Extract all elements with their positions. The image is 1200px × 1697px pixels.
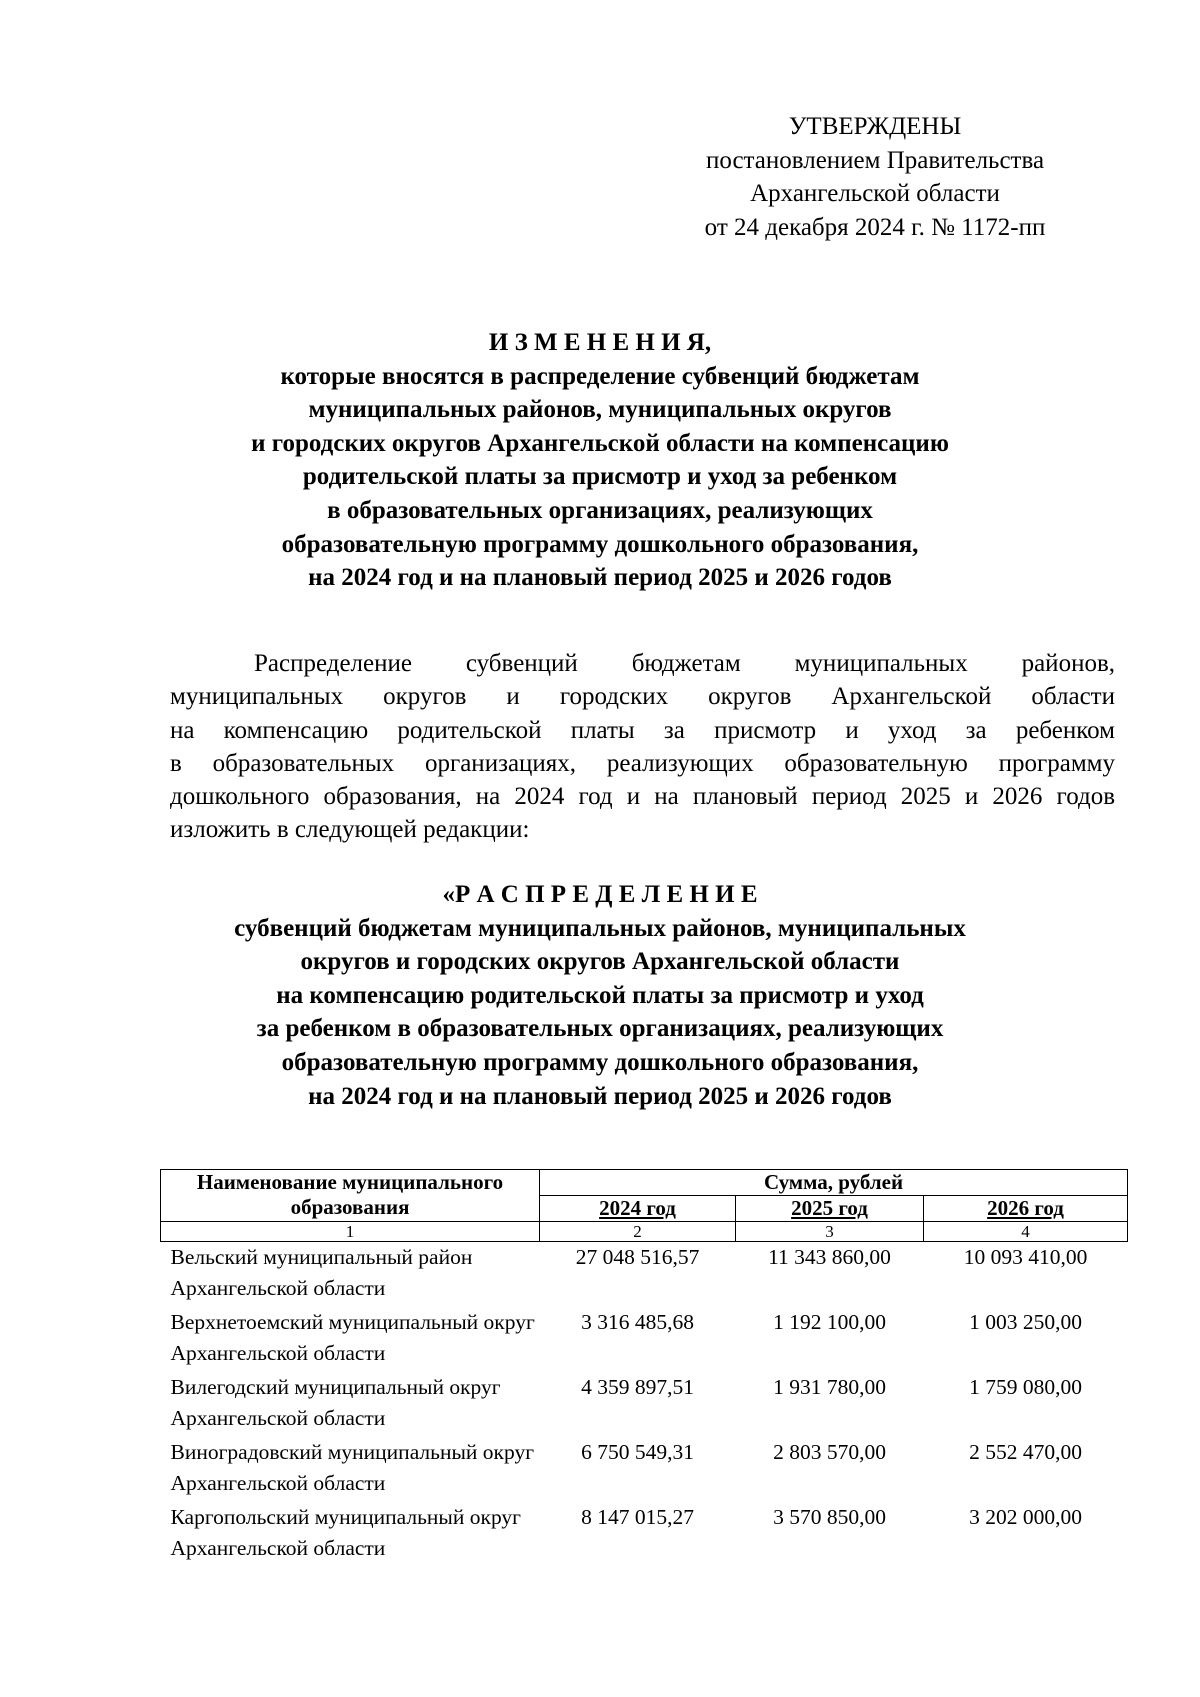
column-number: 2 (540, 1222, 736, 1242)
municipality-name: Каргопольский муниципальный округ Архангельской области (170, 1505, 521, 1560)
changes-subtitle-line: родительской платы за присмотр и уход за ребенком (302, 463, 898, 491)
amount-2026: 2 552 470,00 (969, 1440, 1082, 1464)
distribution-subtitle-line: округов и городских округов Архангельской области (300, 948, 900, 976)
header-year: 2026 год (924, 1196, 1128, 1222)
paragraph-line: Распределение субвенций бюджетам муниципальных районов, (254, 650, 1115, 677)
table-row (161, 1499, 1128, 1564)
header-year: 2024 год (540, 1196, 736, 1222)
distribution-subtitle-line: за ребенком в образовательных организациях, реализующих (256, 1015, 944, 1043)
amount-2025: 3 570 850,00 (773, 1505, 886, 1529)
column-number: 3 (736, 1222, 924, 1242)
distribution-subtitle-line: образовательную программу дошкольного образования, (281, 1048, 919, 1076)
header-sum: Сумма, рублей (540, 1170, 1128, 1196)
paragraph-line: в образовательных организациях, реализующих образовательную программу (170, 749, 1115, 777)
changes-heading: И З М Е Н Е Н И Я, (488, 329, 712, 356)
amount-2024: 3 316 485,68 (581, 1310, 694, 1334)
distribution-title-block (170, 878, 1030, 1113)
amount-2026: 10 093 410,00 (963, 1245, 1088, 1269)
table-row (161, 1369, 1128, 1434)
approval-block (640, 110, 1110, 244)
approval-line: Архангельской области (750, 180, 1000, 207)
table-row (161, 1304, 1128, 1369)
paragraph-line: изложить в следующей редакции: (170, 816, 530, 844)
municipality-name: Верхнетоемский муниципальный округ Архангельской области (170, 1310, 535, 1365)
distribution-table (160, 1169, 1128, 1564)
table-row (161, 1242, 1128, 1305)
changes-subtitle-line: которые вносятся в распределение субвенций бюджетам (280, 362, 920, 390)
amount-2025: 2 803 570,00 (773, 1440, 886, 1464)
amount-2024: 8 147 015,27 (581, 1505, 694, 1529)
body-paragraph (170, 647, 1115, 847)
paragraph-line: дошкольного образования, на 2024 год и на плановый период 2025 и 2026 годов (170, 783, 1115, 811)
changes-subtitle-line: муниципальных районов, муниципальных округов (308, 396, 892, 424)
municipality-name: Вилегодский муниципальный округ Архангельской области (170, 1375, 501, 1430)
amount-2024: 4 359 897,51 (581, 1375, 694, 1399)
approval-title: УТВЕРЖДЕНЫ (788, 113, 962, 140)
amount-2025: 1 192 100,00 (773, 1310, 886, 1334)
table-header-row (161, 1170, 1128, 1196)
distribution-heading: «Р А С П Р Е Д Е Л Е Н И Е (442, 881, 758, 908)
municipality-name: Виноградовский муниципальный округ Архангельской области (170, 1440, 535, 1495)
changes-subtitle-line: и городских округов Архангельской области на компенсацию (251, 429, 949, 457)
paragraph-line: на компенсацию родительской платы за присмотр и уход за ребенком (170, 716, 1115, 744)
changes-title-block (170, 326, 1030, 595)
amount-2025: 1 931 780,00 (773, 1375, 886, 1399)
header-name: Наименование муниципального образования (161, 1170, 540, 1222)
amount-2026: 1 003 250,00 (969, 1310, 1082, 1334)
amount-2024: 6 750 549,31 (581, 1440, 694, 1464)
amount-2025: 11 343 860,00 (768, 1245, 891, 1269)
table-row (161, 1434, 1128, 1499)
paragraph-line: муниципальных округов и городских округов Архангельской области (170, 683, 1115, 711)
approval-line: постановлением Правительства (705, 146, 1045, 174)
changes-subtitle-line: в образовательных организациях, реализующих (327, 496, 873, 524)
approval-date: от 24 декабря 2024 г. № 1172-пп (704, 213, 1046, 241)
amount-2024: 27 048 516,57 (575, 1245, 700, 1269)
amount-2026: 3 202 000,00 (969, 1505, 1082, 1529)
column-number-row (161, 1222, 1128, 1242)
distribution-subtitle-line: на компенсацию родительской платы за присмотр и уход (276, 981, 924, 1009)
changes-subtitle-line: образовательную программу дошкольного образования, (281, 530, 919, 558)
column-number: 4 (924, 1222, 1128, 1242)
changes-subtitle-line: на 2024 год и на плановый период 2025 и 2026 годов (308, 564, 892, 592)
amount-2026: 1 759 080,00 (969, 1375, 1082, 1399)
municipality-name: Вельский муниципальный район Архангельской области (170, 1245, 473, 1300)
header-year: 2025 год (736, 1196, 924, 1222)
distribution-subtitle-line: субвенций бюджетам муниципальных районов, муниципальных (234, 914, 966, 942)
column-number: 1 (161, 1222, 540, 1242)
distribution-subtitle-line: на 2024 год и на плановый период 2025 и 2026 годов (308, 1082, 892, 1110)
